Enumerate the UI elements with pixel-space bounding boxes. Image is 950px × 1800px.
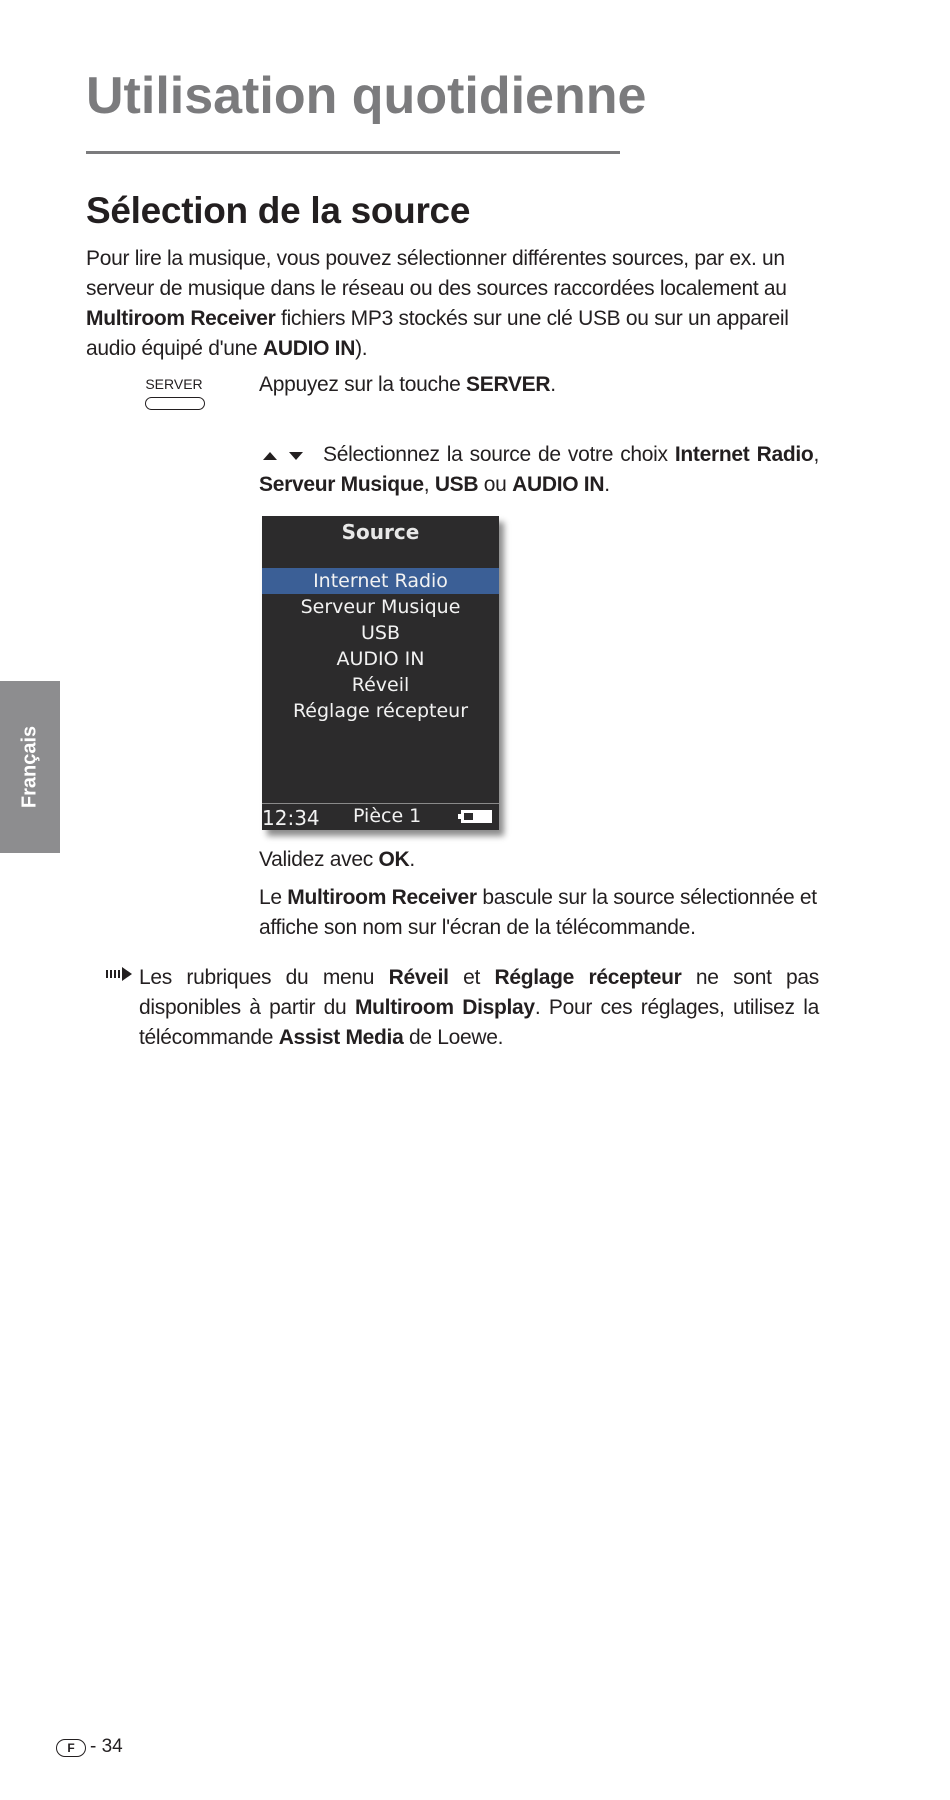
- result-paragraph: Le Multiroom Receiver bascule sur la source sélectionnée et affiche son nom sur l'écran de la télécommande.: [259, 886, 817, 939]
- note-paragraph: Les rubriques du menu Réveil et Réglage récepteur ne sont pas disponibles à partir du Multiroom Display. Pour ces réglages, utilisez la télécommande Assist Media de Loewe.: [139, 966, 820, 1049]
- intro-paragraph: Pour lire la musique, vous pouvez sélectionner différentes sources, par ex. un serveur de musique dans le réseau ou des sources raccordées localement au Multiroom Receiver fichiers MP3 stockés sur une clé USB ou sur un appareil audio équipé d'une AUDIO IN).: [86, 247, 789, 360]
- step-press-server: Appuyez sur la touche SERVER.: [259, 373, 556, 396]
- menu-item-serveur-musique[interactable]: Serveur Musique: [300, 596, 461, 618]
- menu-item-audio-in[interactable]: AUDIO IN: [336, 648, 425, 670]
- arrow-up-icon: [263, 452, 277, 460]
- key-shape: [145, 397, 205, 410]
- menu-item-internet-radio[interactable]: Internet Radio: [262, 568, 499, 594]
- screen-title: Source: [341, 520, 420, 544]
- step-validate: Validez avec OK.: [259, 848, 415, 871]
- language-side-tab: [0, 681, 60, 853]
- battery-icon: [458, 810, 492, 823]
- server-key-label: SERVER: [145, 376, 203, 392]
- menu-item-reveil[interactable]: Réveil: [351, 674, 410, 696]
- menu-item-usb[interactable]: USB: [360, 622, 400, 644]
- status-time: 12:34: [262, 806, 320, 830]
- page-title: Utilisation quotidienne: [86, 67, 647, 125]
- step-select-source: Sélectionnez la source de votre choix Internet Radio, Serveur Musique, USB ou AUDIO IN.: [259, 440, 819, 500]
- remote-display-screen: [262, 516, 499, 830]
- server-key-icon: [140, 376, 208, 412]
- source-menu: [262, 568, 499, 724]
- title-divider: [86, 151, 620, 154]
- screen-status-bar: [262, 803, 499, 831]
- section-heading: Sélection de la source: [86, 190, 471, 231]
- note-arrow-icon: [106, 966, 136, 982]
- up-down-arrow-icons: [259, 440, 323, 470]
- page-number: - 34: [90, 1736, 123, 1757]
- language-badge: F: [56, 1739, 86, 1757]
- arrow-down-icon: [289, 452, 303, 460]
- language-tab-label: Français: [18, 725, 41, 809]
- menu-item-reglage-recepteur[interactable]: Réglage récepteur: [292, 700, 469, 722]
- status-room: Pièce 1: [353, 805, 422, 827]
